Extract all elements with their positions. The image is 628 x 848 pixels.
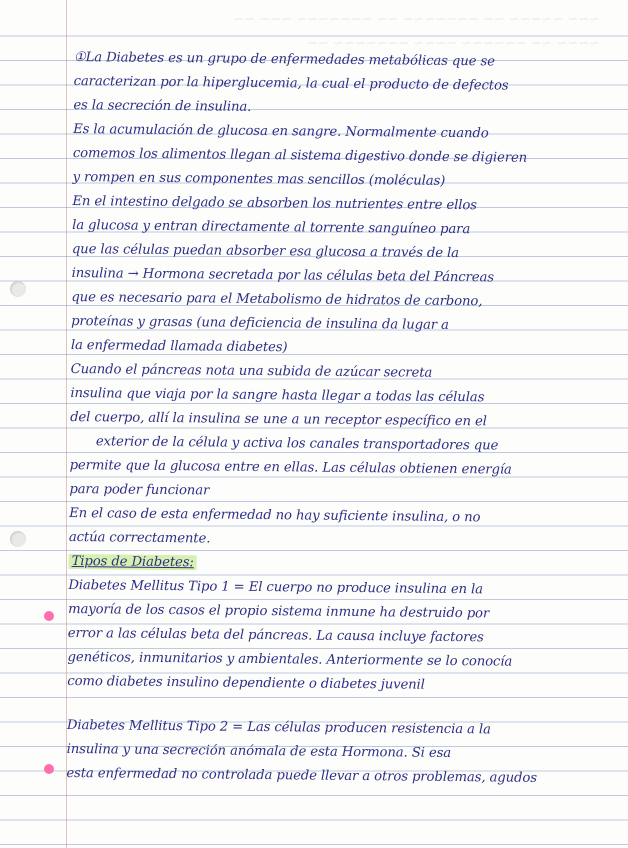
note-line: comemos los alimentos llegan al sistema digestivo donde se digieren <box>72 145 528 166</box>
note-line: del cuerpo, allí la insulina se une a un receptor específico en el <box>70 409 487 430</box>
note-line: actúa correctamente. <box>68 529 211 547</box>
note-line: la enfermedad llamada diabetes) <box>70 337 288 356</box>
note-line: insulina y una secreción anómala de esta Hormona. Si esa <box>66 741 452 761</box>
note-line: Diabetes Mellitus Tipo 1 = El cuerpo no produce insulina en la <box>68 577 484 598</box>
note-line: como diabetes insulino dependiente o diabetes juvenil <box>67 673 425 693</box>
note-line: la glucosa y entran directamente al torrente sanguíneo para <box>72 217 471 238</box>
pink-bullet-marker <box>44 764 54 774</box>
note-line: insulina que viaja por la sangre hasta llegar a todas las células <box>70 385 485 406</box>
note-line: genéticos, inmunitarios y ambientales. Anteriormente se lo conocía <box>67 649 513 670</box>
note-line: mayoría de los casos el propio sistema inmune ha destruido por <box>68 601 490 622</box>
bleed-through-texture: ~~~ ~~~~~ ~~ ~~~~~~~ ~~ ~~~~~~~ ~~~ ~~ ~~~~ ~~ ~~~~~~ ~~~~ ~~~~~~~ ~~ <box>233 12 600 51</box>
note-line: y rompen en sus componentes mas sencillos (moléculas) <box>72 169 446 189</box>
note-line: insulina → Hormona secretada por las células beta del Páncreas <box>71 265 495 286</box>
note-line: que es necesario para el Metabolismo de hidratos de carbono, <box>71 289 483 310</box>
note-line: error a las células beta del páncreas. La causa incluye factores <box>67 625 484 646</box>
note-line: Cuando el páncreas nota una subida de azúcar secreta <box>70 361 433 381</box>
handwritten-notes <box>66 46 622 792</box>
note-line: proteínas y grasas (una deficiencia de insulina da lugar a <box>71 313 449 333</box>
note-line: caracterizan por la hiperglucemia, la cual el producto de defectos <box>73 73 509 94</box>
note-line: Diabetes Mellitus Tipo 2 = Las células producen resistencia a la <box>66 717 491 738</box>
note-line: para poder funcionar <box>69 481 210 499</box>
note-line: permite que la glucosa entre en ellas. Las células obtienen energía <box>69 457 512 478</box>
note-line: Es la acumulación de glucosa en sangre. Normalmente cuando <box>73 121 489 142</box>
binder-hole <box>10 281 26 297</box>
note-line: En el intestino delgado se absorben los nutrientes entre ellos <box>72 193 477 214</box>
pink-bullet-marker <box>44 611 54 621</box>
note-line: exterior de la célula y activa los canales transportadores que <box>95 434 499 454</box>
note-line: ①La Diabetes es un grupo de enfermedades metabólicas que se <box>73 49 495 70</box>
note-line: es la secreción de insulina. <box>73 97 252 115</box>
note-line: En el caso de esta enfermedad no hay suficiente insulina, o no <box>69 505 481 526</box>
binder-hole <box>10 531 26 547</box>
section-heading: Tipos de Diabetes: <box>69 554 197 570</box>
note-line: que las células puedan absorber esa glucosa a través de la <box>71 241 460 262</box>
note-line: esta enfermedad no controlada puede llevar a otros problemas, agudos <box>66 765 537 786</box>
